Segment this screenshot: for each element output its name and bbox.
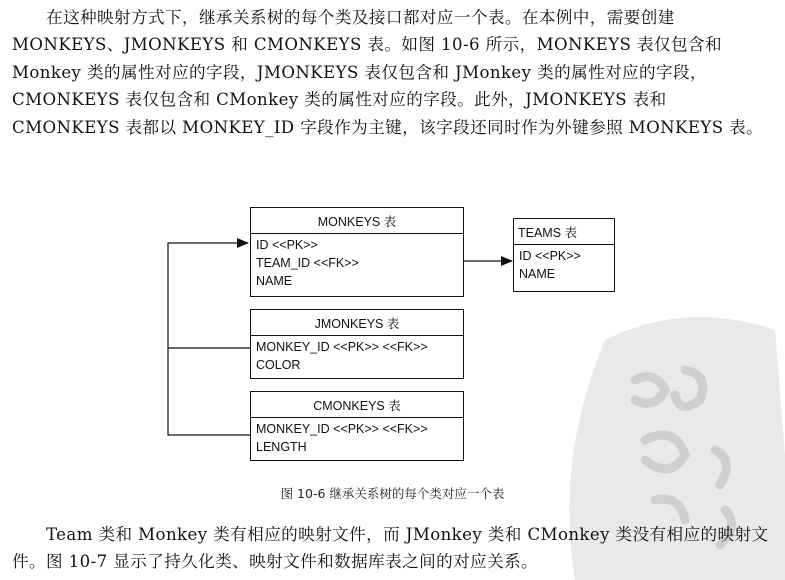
monkeys-table-title: MONKEYS 表: [251, 208, 463, 234]
monkeys-table: [250, 207, 464, 297]
teams-table: [513, 218, 615, 292]
cmonkeys-field-length: LENGTH: [256, 440, 307, 454]
jmonkeys-table-title: JMONKEYS 表: [251, 310, 463, 336]
monkeys-field-id: ID <<PK>>: [256, 238, 318, 252]
intro-paragraph: 在这种映射方式下，继承关系树的每个类及接口都对应一个表。在本例中，需要创建 MONKEYS、JMONKEYS 和 CMONKEYS 表。如图 10-6 所示，MONKEYS 表仅包含和 Monkey 类的属性对应的字段，JMONKEYS 表仅包含和 JMonkey 类的属性对应的字段，CMONKEYS 表仅包含和 CMonkey 类的属性对应的字段。此外，JMONKEYS 表和 CMONKEYS 表都以 MONKEY_ID 字段作为主键，该字段还同时作为外键参照 MONKEYS 表。: [12, 8, 764, 137]
cmonkeys-table-title: CMONKEYS 表: [251, 392, 463, 418]
monkeys-field-name: NAME: [256, 274, 293, 288]
teams-field-id: ID <<PK>>: [519, 249, 581, 263]
inheritance-connector: [168, 243, 250, 435]
jmonkeys-table: [250, 309, 464, 379]
jmonkeys-field-monkey-id: MONKEY_ID <<PK>> <<FK>>: [256, 340, 428, 354]
teams-field-name: NAME: [519, 267, 556, 281]
cmonkeys-table: [250, 391, 464, 461]
closing-paragraph: Team 类和 Monkey 类有相应的映射文件，而 JMonkey 类和 CMonkey 类没有相应的映射文件。图 10-7 显示了持久化类、映射文件和数据库表之间的对应关系。: [12, 525, 769, 572]
monkeys-field-team-id: TEAM_ID <<FK>>: [256, 256, 359, 270]
cmonkeys-field-monkey-id: MONKEY_ID <<PK>> <<FK>>: [256, 422, 428, 436]
jmonkeys-field-color: COLOR: [256, 358, 301, 372]
figure-caption: 图 10-6 继承关系树的每个类对应一个表: [280, 486, 505, 501]
teams-table-title: TEAMS 表: [514, 219, 614, 245]
